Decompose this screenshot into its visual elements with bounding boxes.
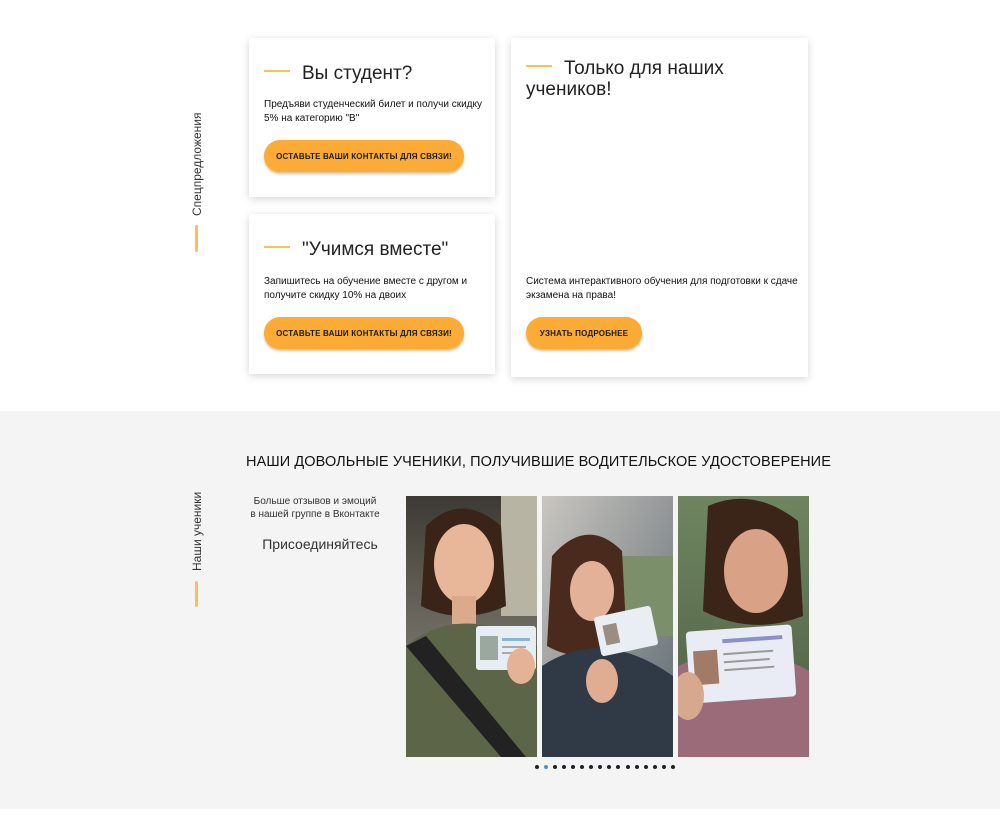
student-offer-card — [249, 38, 495, 197]
join-link[interactable]: Присоединяйтесь — [262, 536, 378, 552]
vk-invite-text: Больше отзывов и эмоций в нашей группе в Вконтакте — [250, 496, 380, 520]
student-offer-title: Вы студент? — [264, 63, 412, 84]
slider-dot[interactable] — [635, 765, 639, 769]
offers-side-accent — [195, 225, 198, 252]
page-bottom-strip — [0, 809, 1000, 816]
study-together-card — [249, 214, 495, 374]
slider-dot[interactable] — [607, 765, 611, 769]
title-accent-dash — [264, 246, 290, 248]
study-together-contact-button[interactable]: ОСТАВЬТЕ ВАШИ КОНТАКТЫ ДЛЯ СВЯЗИ! — [264, 317, 464, 349]
slider-dot[interactable] — [571, 765, 575, 769]
slider-dot[interactable] — [553, 765, 557, 769]
slider-dot[interactable] — [580, 765, 584, 769]
student-offer-text: Предъяви студенческий билет и получи скидку 5% на категорию "B" — [264, 99, 482, 124]
learn-more-button[interactable]: УЗНАТЬ ПОДРОБНЕЕ — [526, 317, 642, 349]
student-photo-1[interactable] — [406, 496, 537, 757]
slider-dot[interactable] — [644, 765, 648, 769]
student-photo-3[interactable] — [678, 496, 809, 757]
slider-dot[interactable] — [598, 765, 602, 769]
section-title: НАШИ ДОВОЛЬНЫЕ УЧЕНИКИ, ПОЛУЧИВШИЕ ВОДИТЕЛЬСКОЕ УДОСТОВЕРЕНИЕ — [246, 454, 831, 470]
interactive-learning-title: Только для наших учеников! — [526, 58, 724, 100]
slider-dot[interactable] — [626, 765, 630, 769]
student-photo-2[interactable] — [542, 496, 673, 757]
students-side-label: Наши ученики — [190, 491, 204, 571]
title-accent-dash — [526, 65, 552, 67]
study-together-title: "Учимся вместе" — [264, 239, 448, 260]
slider-dot[interactable] — [589, 765, 593, 769]
slider-dot[interactable] — [562, 765, 566, 769]
interactive-learning-text: Система интерактивного обучения для подготовки к сдаче экзамена на права! — [526, 276, 798, 301]
student-contact-button[interactable]: ОСТАВЬТЕ ВАШИ КОНТАКТЫ ДЛЯ СВЯЗИ! — [264, 140, 464, 172]
study-together-text: Запишитесь на обучение вместе с другом и получите скидку 10% на двоих — [264, 276, 468, 301]
slider-dot[interactable] — [535, 765, 539, 769]
interactive-learning-card — [511, 38, 808, 377]
students-side-accent — [195, 581, 198, 607]
slider-dot[interactable] — [544, 765, 548, 769]
slider-dot[interactable] — [616, 765, 620, 769]
slider-dot[interactable] — [653, 765, 657, 769]
offers-side-label: Спецпредложения — [190, 112, 204, 216]
slider-dot[interactable] — [671, 765, 675, 769]
happy-students-section — [0, 411, 1000, 809]
title-accent-dash — [264, 70, 290, 72]
slider-dot[interactable] — [662, 765, 666, 769]
